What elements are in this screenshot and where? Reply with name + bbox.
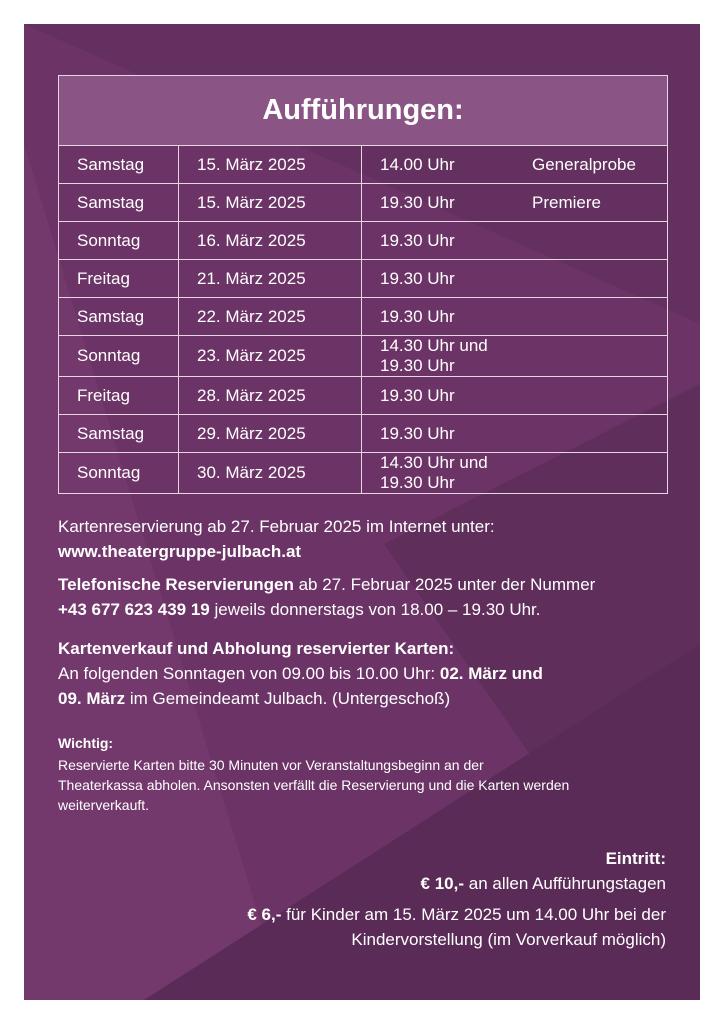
time-text: 19.30 Uhr	[380, 306, 455, 326]
cell-date: 30. März 2025	[179, 453, 362, 494]
cell-day: Samstag	[59, 298, 179, 336]
time-text: 14.30 Uhr und 19.30 Uhr	[380, 336, 488, 375]
cell-time	[362, 298, 668, 336]
cell-time	[362, 377, 668, 415]
cell-time	[362, 336, 668, 377]
phone-number: +43 677 623 439 19	[58, 600, 210, 619]
cell-date: 16. März 2025	[179, 222, 362, 260]
phone-hours: jeweils donnerstags von 18.00 – 19.30 Uhr.	[209, 600, 541, 619]
time-text: 14.30 Uhr und 19.30 Uhr	[380, 453, 488, 492]
cell-time	[362, 222, 668, 260]
cell-time	[362, 184, 668, 222]
cell-date: 28. März 2025	[179, 377, 362, 415]
price-adult-text: an allen Aufführungstagen	[464, 874, 666, 893]
cell-day: Freitag	[59, 260, 179, 298]
time-text: 14.00 Uhr	[380, 154, 455, 174]
cell-time	[362, 453, 668, 494]
sales-text1: An folgenden Sonntagen von 09.00 bis 10.00 Uhr:	[58, 664, 440, 683]
table-row	[59, 222, 667, 260]
cell-day: Sonntag	[59, 222, 179, 260]
cell-time	[362, 146, 668, 184]
cell-time	[362, 415, 668, 453]
admission-heading: Eintritt:	[605, 849, 666, 868]
time-text: 19.30 Uhr	[380, 192, 455, 212]
cell-day: Freitag	[59, 377, 179, 415]
cell-date: 23. März 2025	[179, 336, 362, 377]
price-child: € 6,-	[247, 905, 282, 924]
important-line2: Theaterkassa abholen. Ansonsten verfällt die Reservierung und die Karten werden	[58, 777, 570, 793]
time-text: 19.30 Uhr	[380, 230, 455, 250]
table-row	[59, 415, 667, 453]
price-adult: € 10,-	[420, 874, 465, 893]
time-text: 19.30 Uhr	[380, 268, 455, 288]
important-line1: Reservierte Karten bitte 30 Minuten vor Veranstaltungsbeginn an der	[58, 757, 484, 773]
phone-label: Telefonische Reservierungen	[58, 575, 294, 594]
price-child-text-line2: Kindervorstellung (im Vorverkauf möglich)	[351, 930, 666, 949]
cell-day: Sonntag	[59, 453, 179, 494]
table-row	[59, 336, 667, 377]
phone-reservation	[58, 572, 595, 622]
performance-list	[59, 146, 667, 493]
sales-heading: Kartenverkauf und Abholung reservierter Karten:	[58, 639, 455, 658]
sales-dates2: 09. März	[58, 689, 126, 708]
cell-date: 15. März 2025	[179, 146, 362, 184]
time-text: 19.30 Uhr	[380, 423, 455, 443]
cell-day: Samstag	[59, 146, 179, 184]
price-child-text: für Kinder am 15. März 2025 um 14.00 Uhr bei der	[281, 905, 666, 924]
table-title-band	[59, 76, 667, 146]
cell-date: 15. März 2025	[179, 184, 362, 222]
table-row	[59, 377, 667, 415]
table-row	[59, 453, 667, 494]
reservation-url: www.theatergruppe-julbach.at	[58, 542, 302, 561]
cell-day: Samstag	[59, 184, 179, 222]
important-heading: Wichtig:	[58, 735, 114, 751]
sales-dates1: 02. März und	[439, 664, 543, 683]
admission-info	[247, 846, 666, 952]
note-text: Generalprobe	[532, 154, 636, 174]
important-line3: weiterverkauft.	[58, 797, 150, 813]
important-note	[58, 733, 569, 815]
cell-day: Sonntag	[59, 336, 179, 377]
cell-date: 21. März 2025	[179, 260, 362, 298]
cell-date: 29. März 2025	[179, 415, 362, 453]
table-title: Aufführungen:	[262, 94, 464, 126]
table-row	[59, 146, 667, 184]
phone-text: ab 27. Februar 2025 unter der Nummer	[293, 575, 596, 594]
reservation-info	[58, 514, 495, 564]
table-row	[59, 184, 667, 222]
ticket-sales	[58, 636, 543, 711]
table-row	[59, 260, 667, 298]
cell-time	[362, 260, 668, 298]
note-text: Premiere	[532, 192, 601, 212]
poster	[24, 24, 700, 1000]
sales-text2: im Gemeindeamt Julbach. (Untergeschoß)	[125, 689, 451, 708]
cell-day: Samstag	[59, 415, 179, 453]
reservation-intro: Kartenreservierung ab 27. Februar 2025 im Internet unter:	[58, 517, 495, 536]
cell-date: 22. März 2025	[179, 298, 362, 336]
table-row	[59, 298, 667, 336]
performance-table	[58, 75, 668, 494]
time-text: 19.30 Uhr	[380, 385, 455, 405]
